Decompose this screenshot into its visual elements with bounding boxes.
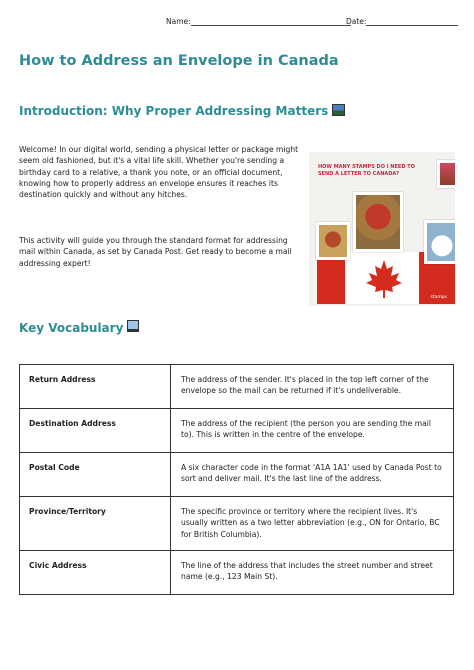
stamp-maple-leaf	[353, 192, 403, 252]
date-line[interactable]	[366, 17, 458, 26]
table-row	[20, 453, 454, 497]
vocab-heading	[19, 320, 139, 335]
stamp-small-left	[316, 222, 350, 260]
vocab-heading-text: Key Vocabulary	[19, 321, 124, 335]
vocab-definition-text: A six character code in the format 'A1A 1A1' used by Canada Post to sort and deliver mail. It's the last line of the address.	[181, 463, 442, 484]
date-field[interactable]	[346, 17, 458, 26]
page-title: How to Address an Envelope in Canada	[19, 53, 339, 69]
stamp-top-right	[437, 160, 455, 188]
vocab-term-text: Civic Address	[29, 561, 87, 570]
intro-paragraph-1: Welcome! In our digital world, sending a physical letter or package might seem old fashioned, but it's a vital life skill. Whether you're sending a birthday card to a relative, a thank you note, or an official document, knowing how to properly address an envelope ensures it reaches its destination quickly and without any hitches.	[19, 145, 299, 200]
vocab-term	[20, 365, 171, 409]
vocab-term-text: Postal Code	[29, 463, 80, 472]
table-row	[20, 551, 454, 595]
vocab-term	[20, 551, 171, 595]
intro-paragraph-2: This activity will guide you through the standard format for addressing mail within Canada, as set by Canada Post. Get ready to become a mail addressing expert!	[19, 236, 292, 268]
table-row	[20, 409, 454, 453]
stamp-image-caption: stamps	[430, 295, 447, 300]
vocab-definition	[171, 409, 454, 453]
vocab-term-text: Province/Territory	[29, 507, 106, 516]
vocab-definition	[171, 453, 454, 497]
vocab-definition-text: The address of the recipient (the person you are sending the mail to). This is written in the centre of the envelope.	[181, 419, 432, 440]
name-line[interactable]	[191, 17, 351, 26]
intro-heading	[19, 104, 345, 118]
vocab-term-text: Return Address	[29, 375, 96, 384]
canada-stamps-image	[309, 152, 455, 306]
table-row	[20, 365, 454, 409]
laptop-icon	[127, 320, 139, 332]
vocab-term	[20, 497, 171, 551]
table-row	[20, 497, 454, 551]
name-field[interactable]	[166, 17, 351, 26]
stamp-image-headline: HOW MANY STAMPS DO I NEED TO SEND A LETTER TO CANADA?	[318, 164, 415, 177]
maple-leaf-icon	[363, 258, 405, 300]
name-label: Name:	[166, 17, 191, 26]
vocab-term	[20, 453, 171, 497]
stamp-polar-bear	[424, 220, 455, 264]
vocab-definition	[171, 365, 454, 409]
vocab-term-text: Destination Address	[29, 419, 116, 428]
vocab-definition	[171, 551, 454, 595]
vocab-term	[20, 409, 171, 453]
vocab-definition-text: The specific province or territory where the recipient lives. It's usually written as a two letter abbreviation (e.g., ON for Ontario, BC for British Columbia).	[181, 507, 440, 539]
date-label: Date:	[346, 17, 367, 26]
vocab-definition	[171, 497, 454, 551]
intro-heading-text: Introduction: Why Proper Addressing Matters	[19, 104, 329, 118]
globe-picture-icon	[332, 104, 345, 116]
vocab-table	[19, 364, 454, 595]
vocab-definition-text: The address of the sender. It's placed in the top left corner of the envelope so the mail can be returned if it's undeliverable.	[181, 375, 429, 396]
vocab-definition-text: The line of the address that includes the street number and street name (e.g., 123 Main St).	[181, 561, 433, 582]
